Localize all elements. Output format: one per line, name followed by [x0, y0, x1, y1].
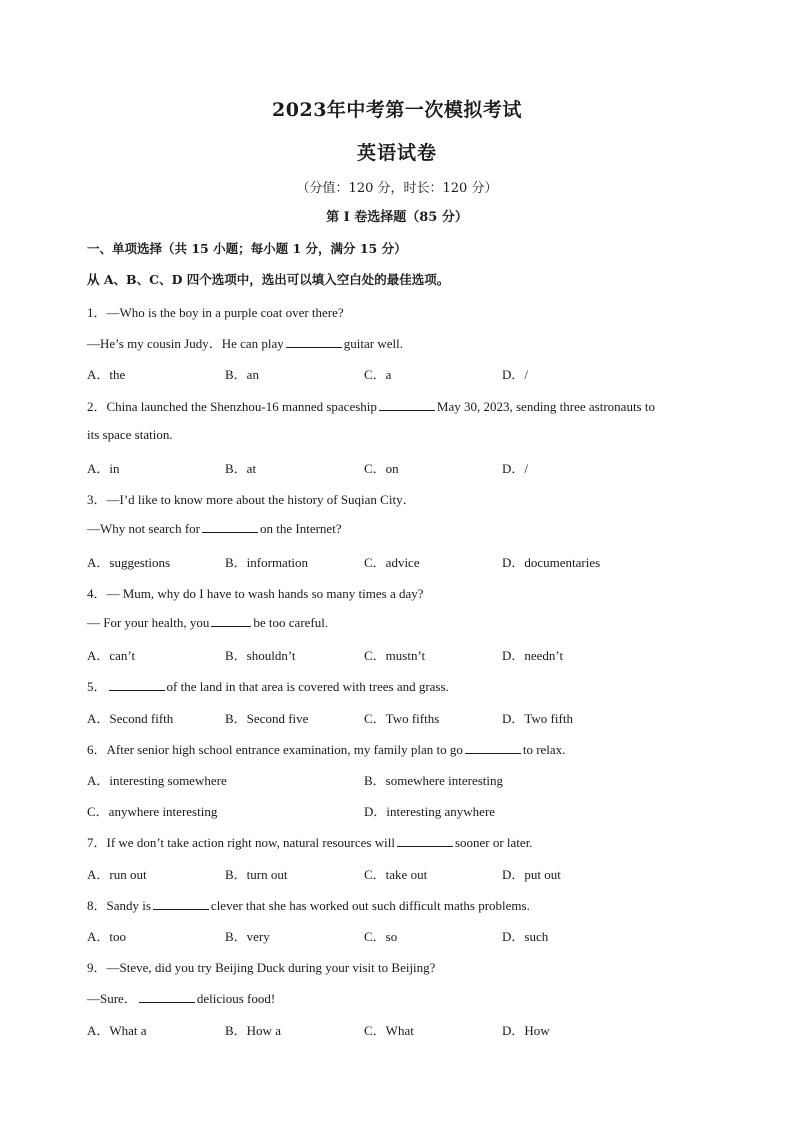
answer-blank	[211, 614, 251, 627]
answer-blank	[286, 335, 342, 348]
question-3-line-2	[87, 520, 342, 537]
question-6-option-B[interactable]: B．somewhere interesting	[364, 773, 503, 788]
question-2-option-A[interactable]: A．in	[87, 461, 120, 476]
question-9-option-D[interactable]: D．How	[502, 1022, 550, 1038]
question-text: 1．—Who is the boy in a purple coat over there?	[87, 305, 344, 320]
question-4-option-D[interactable]: D．needn’t	[502, 648, 564, 664]
exam-title: 2023年中考第一次模拟考试	[272, 99, 522, 121]
question-text: to relax.	[522, 741, 566, 757]
answer-blank	[139, 990, 195, 1003]
question-3-option-B[interactable]: B．information	[225, 554, 309, 570]
exam-meta: （分值：120 分，时长：120 分）	[296, 181, 498, 196]
exam-subtitle: 英语试卷	[356, 142, 437, 164]
question-text: 9．—Steve, did you try Beijing Duck during your visit to Beijing?	[87, 960, 436, 976]
question-2-option-D[interactable]: D．/	[502, 461, 529, 476]
question-text: May 30, 2023, sending three astronauts to	[436, 398, 655, 414]
question-6-option-D[interactable]: D．interesting anywhere	[364, 804, 496, 820]
question-text: —Why not search for	[87, 521, 200, 537]
question-7-option-B[interactable]: B．turn out	[225, 866, 288, 882]
question-8-option-A[interactable]: A．too	[87, 929, 127, 944]
question-text: sooner or later.	[454, 835, 533, 851]
answer-blank	[153, 897, 209, 910]
question-4-line-2	[87, 614, 328, 631]
question-text: delicious food!	[196, 991, 276, 1007]
question-6-option-A[interactable]: A．interesting somewhere	[87, 773, 227, 788]
question-1-option-A[interactable]: A．the	[87, 367, 126, 383]
question-7-option-A[interactable]: A．run out	[87, 866, 147, 882]
question-text: 5．	[87, 679, 107, 695]
question-3-option-C[interactable]: C．advice	[364, 554, 420, 570]
question-4-option-C[interactable]: C．mustn’t	[364, 648, 426, 664]
question-9-option-B[interactable]: B．How a	[225, 1022, 281, 1038]
answer-blank	[397, 834, 453, 847]
question-text: 3．—I’d like to know more about the history of Suqian City．	[87, 492, 416, 508]
question-text: clever that she has worked out such difficult maths problems.	[210, 897, 530, 913]
question-2-option-C[interactable]: C．on	[364, 461, 399, 476]
question-text: —He’s my cousin Judy．He can play	[87, 336, 284, 352]
question-5-option-C[interactable]: C．Two fifths	[364, 710, 440, 726]
answer-blank	[379, 398, 435, 411]
question-4-option-B[interactable]: B．shouldn’t	[225, 648, 296, 664]
question-5-line-1	[87, 676, 449, 695]
question-text: 2．China launched the Shenzhou-16 manned spaceship	[87, 398, 377, 414]
question-9-line-2	[87, 988, 275, 1007]
question-2-option-B[interactable]: B．at	[225, 461, 257, 476]
question-text: its space station.	[87, 426, 173, 442]
question-text: be too careful.	[253, 615, 329, 630]
question-6-line-1	[87, 739, 565, 758]
question-1-option-D[interactable]: D．/	[502, 367, 529, 383]
question-text: 8．Sandy is	[87, 897, 151, 913]
question-8-line-1	[87, 895, 530, 914]
question-5-option-B[interactable]: B．Second five	[225, 710, 309, 726]
question-3-option-A[interactable]: A．suggestions	[87, 554, 171, 570]
question-8-option-C[interactable]: C．so	[364, 929, 398, 944]
question-6-option-C[interactable]: C．anywhere interesting	[87, 804, 218, 820]
question-text: — For your health, you	[87, 615, 210, 630]
question-1-option-C[interactable]: C．a	[364, 367, 392, 383]
question-4-option-A[interactable]: A．can’t	[87, 648, 136, 664]
question-1-option-B[interactable]: B．an	[225, 367, 259, 383]
question-8-option-B[interactable]: B．very	[225, 929, 270, 944]
question-7-option-D[interactable]: D．put out	[502, 866, 561, 882]
question-3-line-1	[87, 489, 416, 508]
question-4-line-1	[87, 583, 424, 602]
question-5-option-D[interactable]: D．Two fifth	[502, 710, 573, 726]
question-9-option-A[interactable]: A．What a	[87, 1022, 147, 1038]
part-heading: 第 I 卷选择题（85 分）	[326, 210, 468, 225]
question-text: 7．If we don’t take action right now, natural resources will	[87, 835, 395, 851]
question-text: of the land in that area is covered with trees and grass.	[166, 679, 449, 695]
question-text: guitar well.	[343, 336, 403, 352]
question-2-line-2	[87, 427, 173, 443]
section-heading: 一、单项选择（共 15 小题；每小题 1 分，满分 15 分）	[87, 241, 407, 256]
question-3-option-D[interactable]: D．documentaries	[502, 554, 601, 570]
question-9-line-1	[87, 957, 435, 976]
question-9-option-C[interactable]: C．What	[364, 1022, 414, 1038]
question-text: 4．— Mum, why do I have to wash hands so many times a day?	[87, 585, 424, 601]
question-2-line-1	[87, 396, 655, 415]
section-instruction: 从 A、B、C、D 四个选项中，选出可以填入空白处的最佳选项。	[87, 272, 450, 287]
answer-blank	[109, 678, 165, 691]
question-7-option-C[interactable]: C．take out	[364, 866, 428, 882]
question-7-line-1	[87, 832, 533, 851]
question-text: 6．After senior high school entrance examination, my family plan to go	[87, 741, 463, 757]
question-text: on the Internet?	[260, 521, 342, 537]
question-1-line-1	[87, 302, 344, 321]
question-8-option-D[interactable]: D．such	[502, 929, 549, 944]
question-text: —Sure．	[87, 991, 137, 1007]
answer-blank	[202, 520, 258, 533]
question-1-line-2	[87, 333, 403, 352]
question-5-option-A[interactable]: A．Second fifth	[87, 710, 174, 726]
answer-blank	[465, 741, 521, 754]
